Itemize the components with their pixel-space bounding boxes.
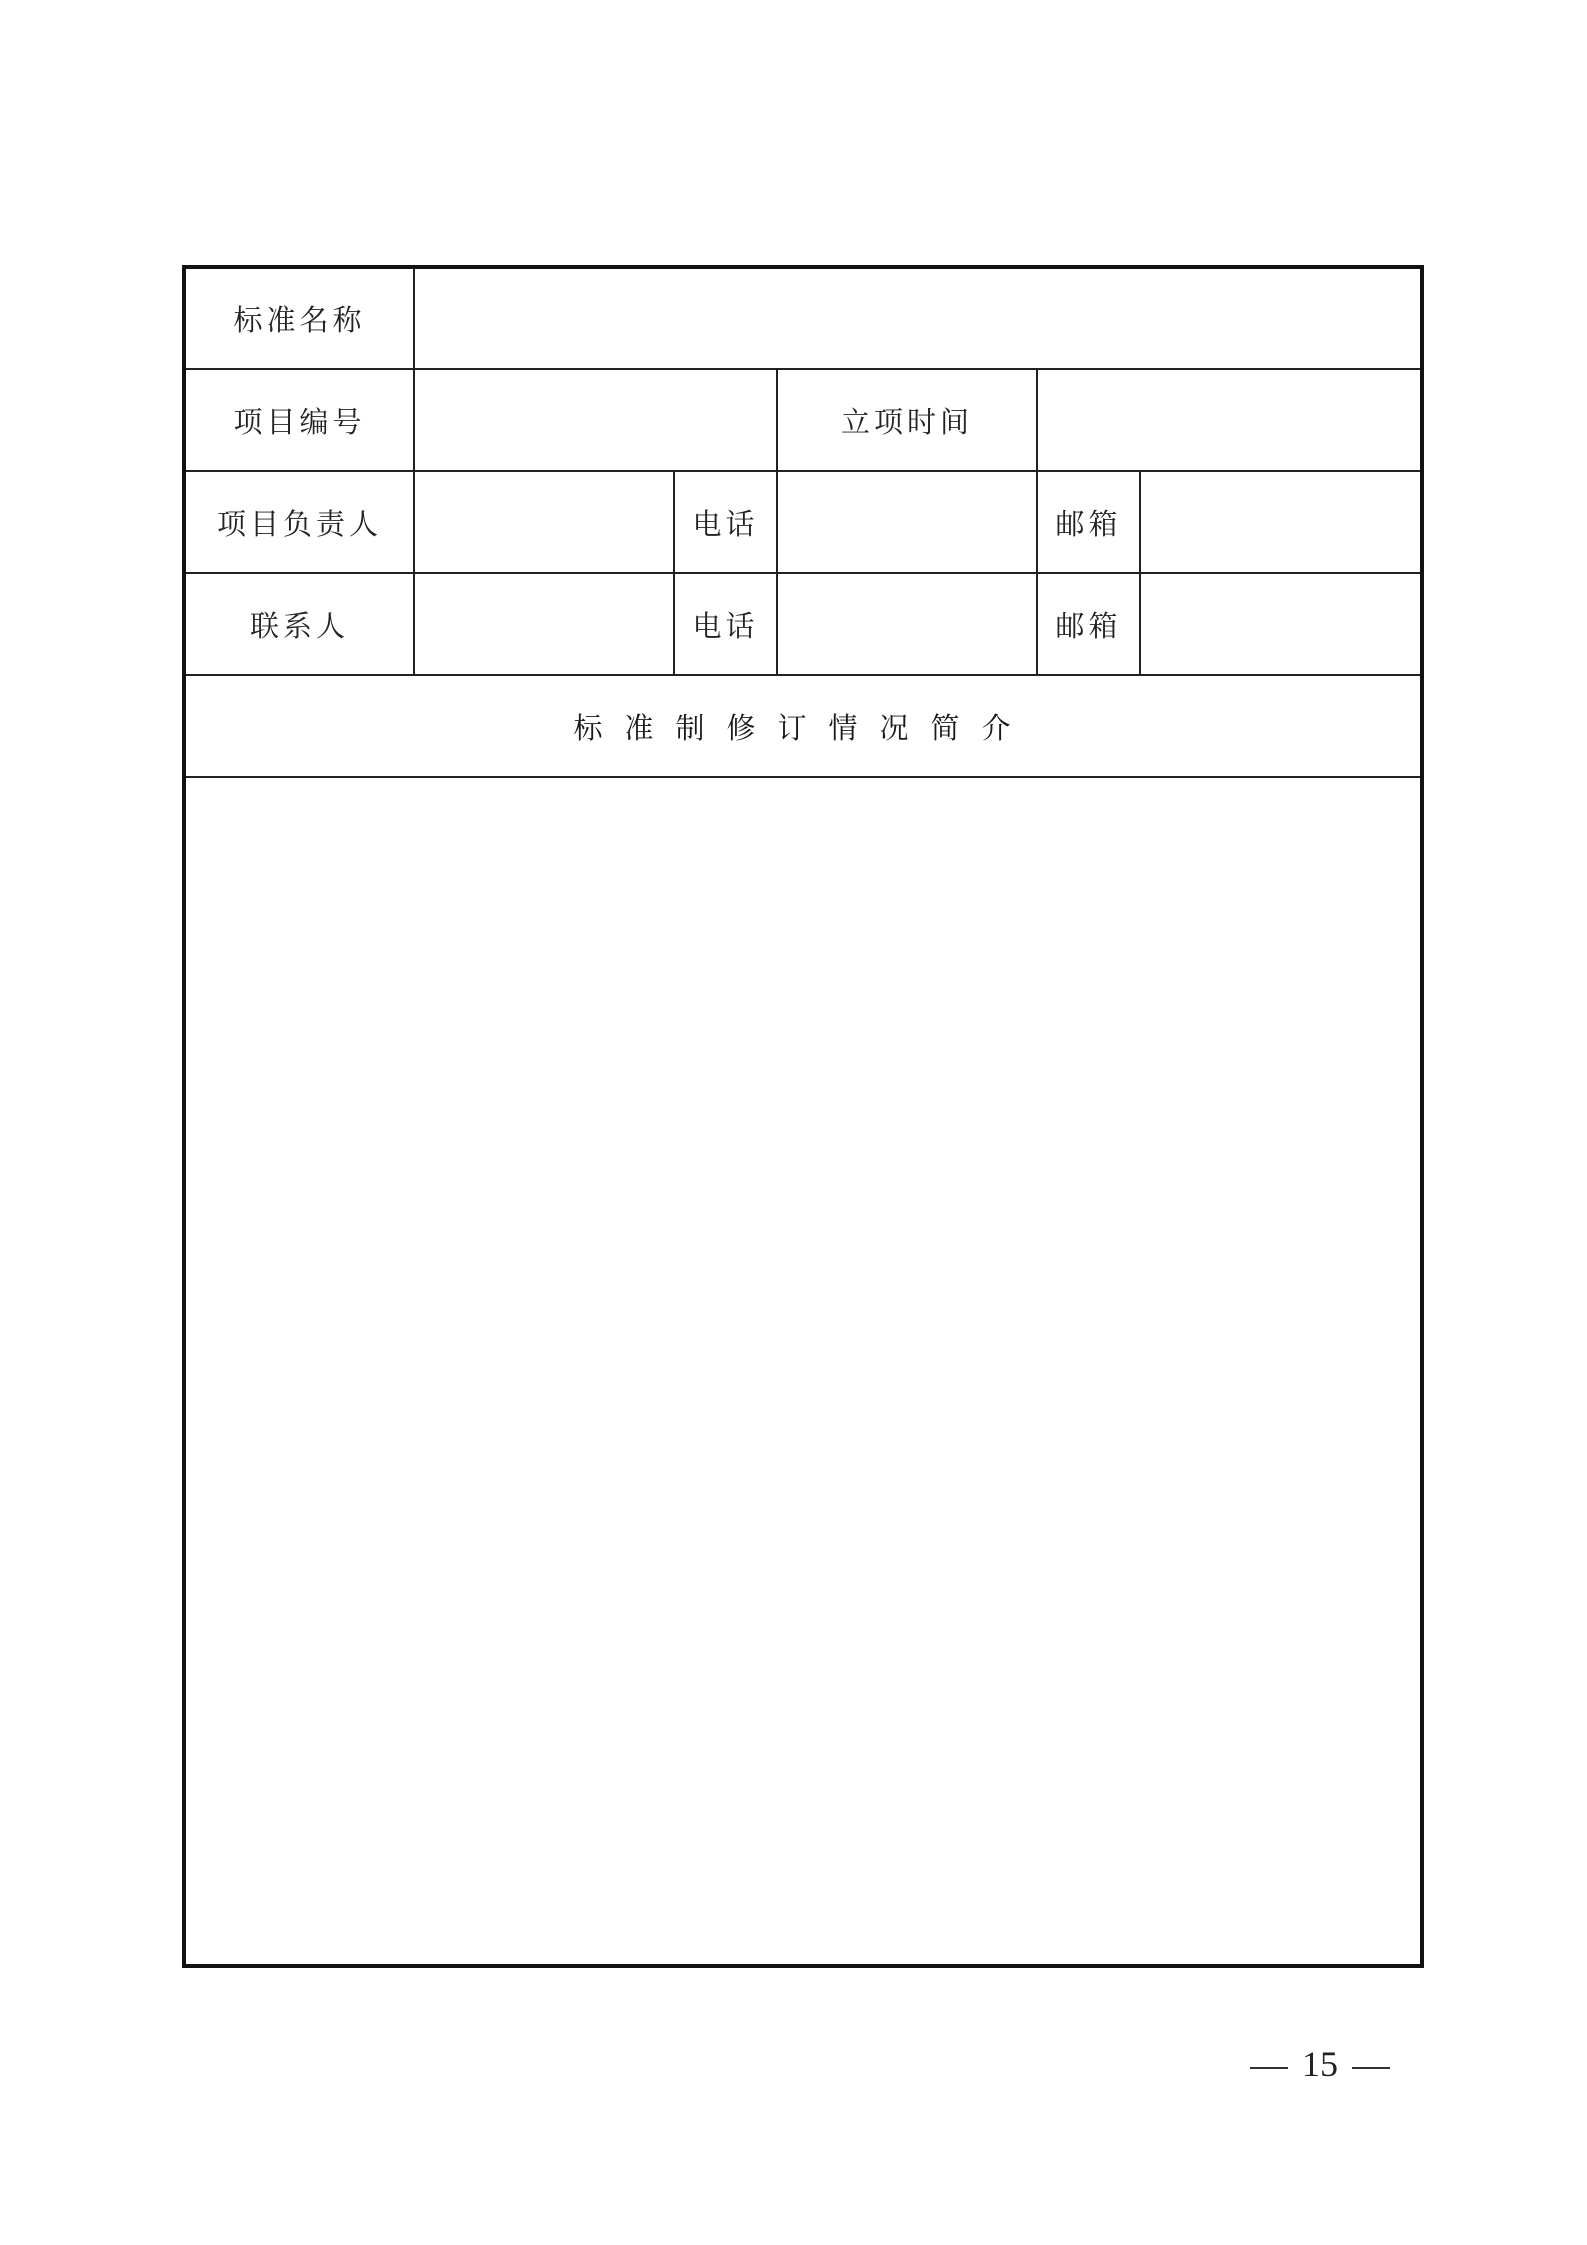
- section-title: 标准制修订情况简介: [184, 675, 1422, 777]
- standard-revision-form: [182, 265, 1424, 1968]
- project-lead-row: [184, 471, 1422, 573]
- standard-name-row: [184, 267, 1422, 369]
- contact-email-label: 邮箱: [1037, 573, 1140, 675]
- contact-row: [184, 573, 1422, 675]
- page-number: [1236, 2043, 1404, 2085]
- project-lead-label: 项目负责人: [184, 471, 414, 573]
- contact-phone-field[interactable]: [777, 573, 1037, 675]
- contact-field[interactable]: [414, 573, 674, 675]
- standard-name-field[interactable]: [414, 267, 1422, 369]
- summary-row: [184, 777, 1422, 1966]
- contact-label: 联系人: [184, 573, 414, 675]
- contact-phone-label: 电话: [674, 573, 777, 675]
- project-number-label: 项目编号: [184, 369, 414, 471]
- project-lead-field[interactable]: [414, 471, 674, 573]
- project-number-field[interactable]: [414, 369, 777, 471]
- approval-time-label: 立项时间: [777, 369, 1037, 471]
- standard-name-label: 标准名称: [184, 267, 414, 369]
- page-number-dash-right: [1352, 2067, 1390, 2069]
- summary-field[interactable]: [184, 777, 1422, 1966]
- page-number-value: 15: [1302, 2044, 1338, 2084]
- project-lead-email-field[interactable]: [1140, 471, 1422, 573]
- approval-time-field[interactable]: [1037, 369, 1422, 471]
- section-title-row: [184, 675, 1422, 777]
- page-number-dash-left: [1250, 2067, 1288, 2069]
- project-lead-email-label: 邮箱: [1037, 471, 1140, 573]
- project-number-row: [184, 369, 1422, 471]
- project-lead-phone-field[interactable]: [777, 471, 1037, 573]
- contact-email-field[interactable]: [1140, 573, 1422, 675]
- project-lead-phone-label: 电话: [674, 471, 777, 573]
